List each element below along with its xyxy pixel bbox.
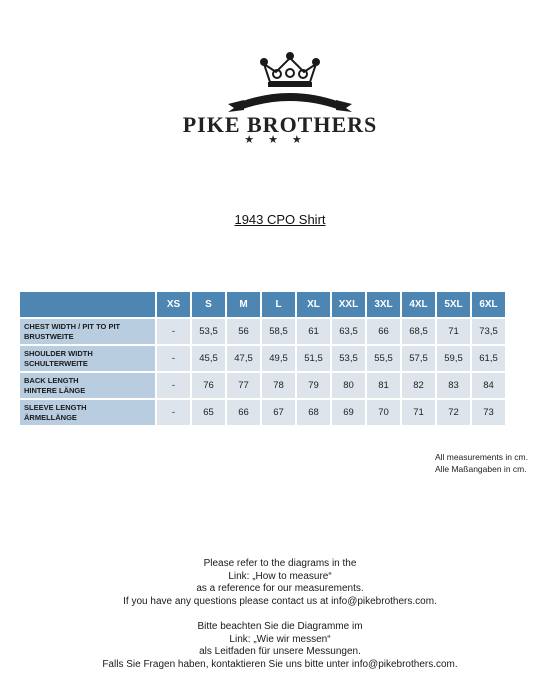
footer-german — [0, 621, 560, 671]
table-cell: 73 — [472, 400, 505, 425]
table-cell: 47,5 — [227, 346, 260, 371]
size-header-s: S — [192, 292, 225, 317]
size-header-l: L — [262, 292, 295, 317]
footer-de-line: als Leitfaden für unsere Messungen. — [199, 646, 361, 657]
row-label-de: HINTERE LÄNGE — [24, 385, 86, 395]
table-cell: 66 — [227, 400, 260, 425]
table-cell: 84 — [472, 373, 505, 398]
row-label-en: SHOULDER WIDTH — [24, 348, 93, 358]
table-cell: - — [157, 346, 190, 371]
brand-name: PIKE BROTHERS — [182, 112, 378, 137]
table-cell: 72 — [437, 400, 470, 425]
footer-en-contact: If you have any questions please contact us at info@pikebrothers.com. — [123, 595, 437, 607]
how-to-measure-link[interactable]: Link: „How to measure“ — [228, 570, 332, 582]
table-cell: 51,5 — [297, 346, 330, 371]
table-cell: 49,5 — [262, 346, 295, 371]
footer-de-contact: Falls Sie Fragen haben, kontaktieren Sie uns bitte unter info@pikebrothers.com. — [102, 658, 458, 670]
table-cell: 59,5 — [437, 346, 470, 371]
size-header-3xl: 3XL — [367, 292, 400, 317]
table-cell: 61,5 — [472, 346, 505, 371]
table-cell: 57,5 — [402, 346, 435, 371]
table-cell: 80 — [332, 373, 365, 398]
table-cell: - — [157, 319, 190, 344]
row-label-de: BRUSTWEITE — [24, 331, 74, 341]
brand-stars: ★★★ — [244, 134, 316, 146]
size-header-6xl: 6XL — [472, 292, 505, 317]
table-cell: 70 — [367, 400, 400, 425]
row-label — [20, 400, 155, 425]
size-chart-table — [18, 290, 507, 427]
table-cell: 68 — [297, 400, 330, 425]
table-cell: 83 — [437, 373, 470, 398]
table-cell: 65 — [192, 400, 225, 425]
size-header-row — [20, 292, 505, 317]
measurement-note-de: Alle Maßangaben in cm. — [434, 464, 527, 474]
table-cell: 79 — [297, 373, 330, 398]
row-label-de: SCHULTERWEITE — [24, 358, 88, 368]
table-cell: 58,5 — [262, 319, 295, 344]
row-label-de: ÄRMELLÄNGE — [24, 412, 77, 422]
table-row — [20, 400, 505, 425]
table-cell: 77 — [227, 373, 260, 398]
footer-en-line: Please refer to the diagrams in the — [203, 558, 357, 569]
size-header-m: M — [227, 292, 260, 317]
table-cell: - — [157, 373, 190, 398]
measurement-note-en: All measurements in cm. — [434, 452, 528, 462]
table-cell: 63,5 — [332, 319, 365, 344]
header-corner — [20, 292, 155, 317]
table-cell: 76 — [192, 373, 225, 398]
footer-english — [0, 558, 560, 608]
footer-en-line: as a reference for our measurements. — [196, 583, 364, 594]
table-cell: 78 — [262, 373, 295, 398]
row-label — [20, 373, 155, 398]
table-cell: 71 — [402, 400, 435, 425]
footer-de-line: Bitte beachten Sie die Diagramme im — [197, 621, 363, 632]
table-cell: 53,5 — [192, 319, 225, 344]
table-cell: 67 — [262, 400, 295, 425]
size-header-5xl: 5XL — [437, 292, 470, 317]
table-cell: 73,5 — [472, 319, 505, 344]
table-cell: 55,5 — [367, 346, 400, 371]
document-title: 1943 CPO Shirt — [234, 212, 326, 227]
row-label-en: CHEST WIDTH / PIT TO PIT — [24, 321, 121, 331]
row-label-en: BACK LENGTH — [24, 375, 79, 385]
size-header-4xl: 4XL — [402, 292, 435, 317]
row-label — [20, 319, 155, 344]
table-cell: 56 — [227, 319, 260, 344]
table-cell: 45,5 — [192, 346, 225, 371]
size-header-xxl: XXL — [332, 292, 365, 317]
table-cell: 71 — [437, 319, 470, 344]
table-row — [20, 346, 505, 371]
size-header-xs: XS — [157, 292, 190, 317]
size-header-xl: XL — [297, 292, 330, 317]
table-cell: 66 — [367, 319, 400, 344]
table-cell: 61 — [297, 319, 330, 344]
table-cell: 69 — [332, 400, 365, 425]
row-label-en: SLEEVE LENGTH — [24, 402, 87, 412]
table-cell: 82 — [402, 373, 435, 398]
wie-wir-messen-link[interactable]: Link: „Wie wir messen“ — [229, 633, 331, 645]
table-cell: - — [157, 400, 190, 425]
table-cell: 81 — [367, 373, 400, 398]
row-label — [20, 346, 155, 371]
table-cell: 53,5 — [332, 346, 365, 371]
table-row — [20, 319, 505, 344]
table-cell: 68,5 — [402, 319, 435, 344]
measurement-note — [435, 451, 528, 475]
table-row — [20, 373, 505, 398]
